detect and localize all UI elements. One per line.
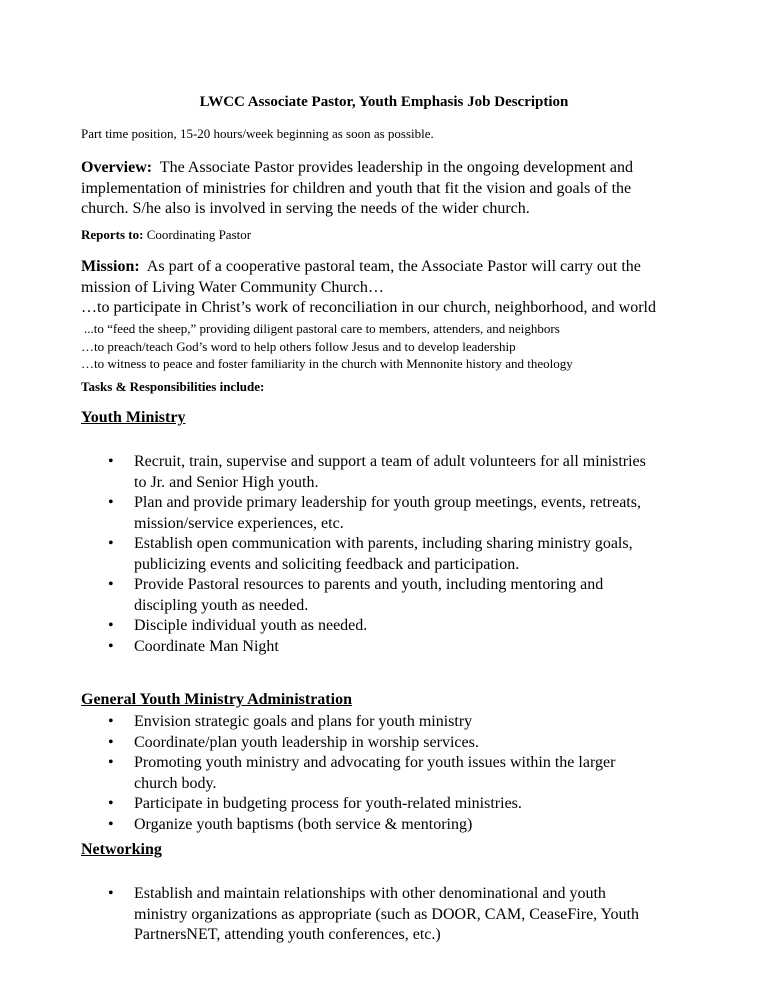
general-admin-list bbox=[108, 712, 615, 835]
reports-to-value: Coordinating Pastor bbox=[146, 227, 252, 242]
list-item: • Disciple individual youth as needed. bbox=[108, 616, 646, 637]
youth-ministry-heading: Youth Ministry bbox=[81, 409, 186, 426]
overview-line: implementation of ministries for children and youth that fit the vision and goals of the bbox=[81, 179, 632, 197]
mission-goal: …to witness to peace and foster familiarity in the church with Mennonite history and theology bbox=[81, 356, 573, 371]
reports-to-label: Reports to: bbox=[81, 227, 144, 242]
list-item: • Envision strategic goals and plans for youth ministry bbox=[108, 712, 615, 733]
list-item: • Promoting youth ministry and advocating for youth issues within the larger church body. bbox=[108, 753, 615, 794]
mission-section bbox=[81, 257, 656, 319]
mission-line: …to participate in Christ’s work of reconciliation in our church, neighborhood, and world bbox=[81, 299, 656, 316]
mission-goal: ...to “feed the sheep,” providing diligent pastoral care to members, attenders, and neighbors bbox=[84, 321, 560, 336]
overview-label: Overview: bbox=[81, 159, 153, 176]
list-item: • Coordinate/plan youth leadership in worship services. bbox=[108, 733, 615, 754]
reports-to bbox=[81, 227, 251, 243]
position-summary: Part time position, 15-20 hours/week beginning as soon as possible. bbox=[81, 126, 434, 141]
overview-section bbox=[81, 158, 633, 220]
networking-list bbox=[108, 884, 639, 946]
mission-goals bbox=[81, 320, 573, 373]
list-item: • Establish open communication with parents, including sharing ministry goals, publicizing events and soliciting feedback and participation. bbox=[108, 534, 646, 575]
general-admin-heading: General Youth Ministry Administration bbox=[81, 691, 352, 708]
list-item: • Participate in budgeting process for youth-related ministries. bbox=[108, 794, 615, 815]
list-item: • Provide Pastoral resources to parents and youth, including mentoring and discipling youth as needed. bbox=[108, 575, 646, 616]
mission-line: mission of Living Water Community Church… bbox=[81, 278, 384, 296]
tasks-label: Tasks & Responsibilities include: bbox=[81, 379, 265, 394]
list-item: • Plan and provide primary leadership for youth group meetings, events, retreats, mission/service experiences, etc. bbox=[108, 493, 646, 534]
mission-line: As part of a cooperative pastoral team, the Associate Pastor will carry out the bbox=[146, 258, 641, 275]
list-item: • Coordinate Man Night bbox=[108, 637, 646, 658]
mission-goal: …to preach/teach God’s word to help others follow Jesus and to develop leadership bbox=[81, 338, 516, 354]
mission-label: Mission: bbox=[81, 258, 140, 275]
list-item: • Establish and maintain relationships with other denominational and youth ministry organizations as appropriate (such as DOOR, CAM, CeaseFire, Youth PartnersNET, attending youth conferences, etc.) bbox=[108, 884, 639, 946]
overview-line: The Associate Pastor provides leadership in the ongoing development and bbox=[159, 159, 634, 176]
networking-heading: Networking bbox=[81, 841, 162, 858]
list-item: • Recruit, train, supervise and support a team of adult volunteers for all ministries to Jr. and Senior High youth. bbox=[108, 452, 646, 493]
youth-ministry-list bbox=[108, 452, 646, 657]
list-item: • Organize youth baptisms (both service & mentoring) bbox=[108, 815, 615, 836]
document-title: LWCC Associate Pastor, Youth Emphasis Job Description bbox=[199, 94, 569, 110]
overview-line: church. S/he also is involved in serving the needs of the wider church. bbox=[81, 200, 530, 217]
